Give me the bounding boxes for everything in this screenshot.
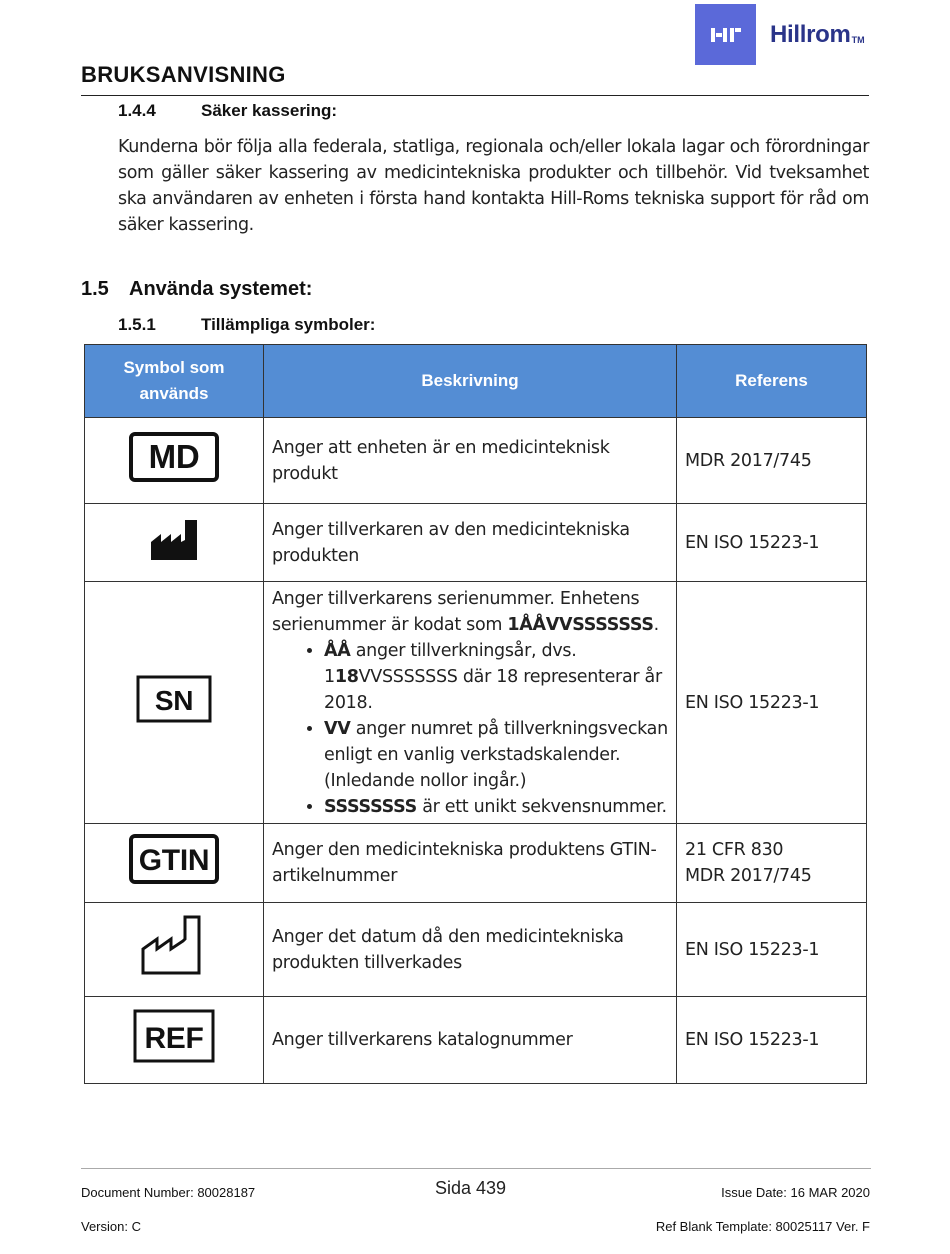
section-number: 1.5.1 [118, 315, 156, 334]
serial-bullet-list [272, 638, 668, 820]
description-cell: Anger att enheten är en medicinteknisk produkt [264, 418, 677, 504]
hillrom-logo-mark-icon [695, 4, 756, 65]
list-item [324, 638, 668, 716]
symbol-cell [85, 903, 264, 997]
table-row [85, 997, 867, 1084]
bullet-text: anger tillverkningsår, dvs. 1 [324, 640, 577, 687]
reference-text: EN ISO 15223-1 [685, 692, 820, 713]
symbol-cell [85, 582, 264, 824]
bullet-bold: SSSSSSSS [324, 796, 417, 817]
description-cell: Anger den medicintekniska produktens GTIN-artikelnummer [264, 824, 677, 903]
section-number: 1.4.4 [118, 101, 156, 120]
header-description: Beskrivning [264, 345, 677, 418]
footer-document-number: Document Number: 80028187 [81, 1185, 256, 1200]
manufacturer-icon [149, 516, 199, 562]
bullet-bold: VV [324, 718, 351, 739]
section-1-4-4-heading [118, 101, 337, 121]
section-number: 1.5 [81, 278, 109, 300]
footer-page-number: Sida 439 [435, 1178, 507, 1198]
symbol-cell [85, 997, 264, 1084]
table-row [85, 903, 867, 997]
bullet-bold: ÅÅ [324, 640, 351, 661]
bullet-bold: 18 [334, 666, 359, 687]
description-cell: Anger tillverkarens katalognummer [264, 997, 677, 1084]
logo-trademark: TM [851, 34, 865, 45]
reference-text: EN ISO 15223-1 [685, 1030, 820, 1050]
medical-device-icon [128, 431, 220, 483]
bullet-text: är ett unikt sekvensnummer. [416, 796, 667, 817]
symbol-cell [85, 418, 264, 504]
header-divider [81, 95, 869, 96]
reference-text: EN ISO 15223-1 [685, 532, 820, 553]
section-title: Säker kassering: [201, 101, 338, 120]
symbol-cell [85, 824, 264, 903]
document-title: BRUKSANVISNING [81, 62, 286, 87]
header-reference: Referens [677, 345, 867, 418]
table-row [85, 418, 867, 504]
reference-text: 21 CFR 830 [685, 840, 784, 860]
reference-cell [677, 504, 867, 582]
list-item [324, 716, 668, 794]
table-row [85, 824, 867, 903]
date-of-manufacture-icon [139, 915, 209, 977]
section-1-4-4-paragraph: Kunderna bör följa alla federala, statliga, regionala och/eller lokala lagar och förordningar som gäller säker kassering av medicintekniska produkter och tillbehör. Vid tveksamhet ska användaren av enheten i första hand kontakta Hill-Roms tekniska support för råd om säker kassering. [118, 137, 869, 235]
description-cell: Anger det datum då den medicintekniska produkten tillverkades [264, 903, 677, 997]
reference-cell [677, 418, 867, 504]
reference-text: MDR 2017/745 [685, 866, 812, 886]
footer-issue-date: Issue Date: 16 MAR 2020 [721, 1185, 870, 1200]
serial-intro-end: . [653, 614, 659, 635]
hillrom-logo [695, 4, 865, 65]
serial-intro: Anger tillverkarens serienummer. Enhetens serienummer är kodat som [272, 588, 640, 635]
gtin-symbol-text: GTIN [138, 844, 210, 877]
symbol-cell [85, 504, 264, 582]
reference-text: EN ISO 15223-1 [685, 939, 820, 960]
table-row [85, 582, 867, 824]
catalogue-number-icon [133, 1009, 215, 1063]
reference-cell [677, 582, 867, 824]
table-row [85, 504, 867, 582]
serial-number-icon [136, 675, 212, 723]
section-1-5-1-heading [118, 315, 375, 335]
logo-brand-text: Hillrom [770, 20, 851, 48]
serial-code: 1ÅÅVVSSSSSSS [507, 614, 654, 635]
bullet-text: anger numret på tillverkningsveckan enligt en vanlig verkstadskalender. (Inledande nollor ingår.) [324, 718, 668, 791]
sn-symbol-text: SN [154, 684, 194, 716]
gtin-icon [128, 833, 220, 885]
section-1-5-heading [81, 278, 312, 301]
reference-text: MDR 2017/745 [685, 450, 812, 471]
description-cell [264, 582, 677, 824]
footer-version: Version: C [81, 1219, 141, 1234]
bullet-text: VVSSSSSSS där 18 representerar år 2018. [324, 666, 662, 713]
ref-symbol-text: REF [144, 1022, 204, 1055]
footer-template: Ref Blank Template: 80025117 Ver. F [655, 1219, 870, 1234]
reference-cell [677, 997, 867, 1084]
section-title: Tillämpliga symboler: [201, 315, 376, 334]
md-symbol-text: MD [148, 437, 200, 475]
list-item [324, 794, 668, 820]
reference-cell [677, 903, 867, 997]
description-cell: Anger tillverkaren av den medicintekniska produkten [264, 504, 677, 582]
symbols-table [84, 344, 867, 1084]
header-symbol: Symbol som används [85, 345, 264, 418]
section-title: Använda systemet: [129, 278, 313, 300]
table-header-row [85, 345, 867, 418]
footer-divider [81, 1168, 871, 1169]
reference-cell [677, 824, 867, 903]
